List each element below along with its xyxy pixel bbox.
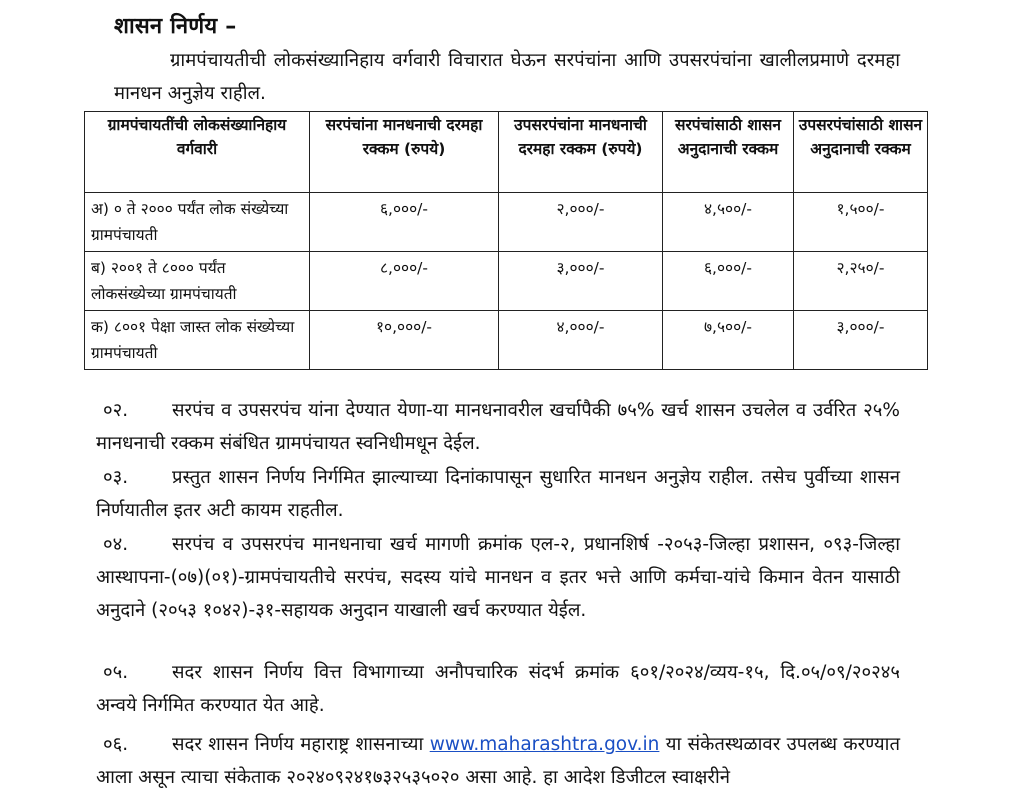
table-row bbox=[85, 252, 928, 311]
table-row bbox=[85, 311, 928, 370]
paragraph-text: सरपंच व उपसरपंच मानधनाचा खर्च मागणी क्रमांक एल-२, प्रधानशिर्ष -२०५३-जिल्हा प्रशासन, ०९३-जिल्हा आस्थापना-(०७)(०१)-ग्रामपंचायतीचे सरपंच, सदस्य यांचे मानधन व इतर भत्ते आणि कर्मचा-यांचे किमान वेतन यासाठी अनुदाने (२०५३ १०४२)-३१-सहायक अनुदान याखाली खर्च करण्यात येईल. bbox=[96, 534, 900, 621]
header-upsarpanch-grant: उपसरपंचांसाठी शासन अनुदानाची रक्कम bbox=[794, 112, 928, 193]
upsarpanch-grant-cell: २,२५०/- bbox=[794, 252, 928, 311]
category-cell: ब) २००१ ते ८००० पर्यंत लोकसंख्येच्या ग्रामपंचायती bbox=[85, 252, 310, 311]
paragraph-number: ०३. bbox=[103, 467, 129, 488]
table-row bbox=[85, 193, 928, 252]
paragraph-text: सदर शासन निर्णय वित्त विभागाच्या अनौपचारिक संदर्भ क्रमांक ६०१/२०२४/व्यय-१५, दि.०५/०९/२०२४५ अन्वये निर्गमित करण्यात येत आहे. bbox=[96, 662, 900, 716]
upsarpanch-honorarium-cell: ४,०००/- bbox=[499, 311, 663, 370]
sarpanch-grant-cell: ६,०००/- bbox=[663, 252, 794, 311]
header-upsarpanch-honorarium: उपसरपंचांना मानधनाची दरमहा रक्कम (रुपये) bbox=[499, 112, 663, 193]
category-cell: अ) ० ते २००० पर्यंत लोक संख्येच्या ग्रामपंचायती bbox=[85, 193, 310, 252]
paragraph-06 bbox=[96, 728, 900, 794]
header-sarpanch-grant: सरपंचांसाठी शासन अनुदानाची रक्कम bbox=[663, 112, 794, 193]
paragraph-text: प्रस्तुत शासन निर्णय निर्गमित झाल्याच्या दिनांकापासून सुधारित मानधन अनुज्ञेय राहील. तसेच पुर्वीच्या शासन निर्णयातील इतर अटी कायम राहतील. bbox=[96, 467, 900, 521]
website-link[interactable]: www.maharashtra.gov.in bbox=[429, 734, 660, 755]
paragraph-03 bbox=[96, 461, 900, 527]
sarpanch-honorarium-cell: ८,०००/- bbox=[310, 252, 499, 311]
page-title: शासन निर्णय – bbox=[114, 14, 237, 39]
honorarium-table bbox=[84, 111, 928, 370]
paragraph-04 bbox=[96, 528, 900, 627]
upsarpanch-grant-cell: १,५००/- bbox=[794, 193, 928, 252]
paragraph-text: सरपंच व उपसरपंच यांना देण्यात येणा-या मानधनावरील खर्चापैकी ७५% खर्च शासन उचलेल व उर्वरित २५% मानधनाची रक्कम संबंधित ग्रामपंचायत स्वनिधीमधून देईल. bbox=[96, 400, 900, 454]
sarpanch-honorarium-cell: ६,०००/- bbox=[310, 193, 499, 252]
table-header-row bbox=[85, 112, 928, 193]
sarpanch-grant-cell: ७,५००/- bbox=[663, 311, 794, 370]
intro-text: ग्रामपंचायतीची लोकसंख्यानिहाय वर्गवारी विचारात घेऊन सरपंचांना आणि उपसरपंचांना खालीलप्रमाणे दरमहा मानधन अनुज्ञेय राहील. bbox=[114, 50, 900, 104]
upsarpanch-honorarium-cell: ३,०००/- bbox=[499, 252, 663, 311]
intro-paragraph bbox=[114, 44, 900, 110]
sarpanch-honorarium-cell: १०,०००/- bbox=[310, 311, 499, 370]
upsarpanch-grant-cell: ३,०००/- bbox=[794, 311, 928, 370]
paragraph-text-before-link: सदर शासन निर्णय महाराष्ट्र शासनाच्या bbox=[172, 734, 424, 755]
paragraph-number: ०५. bbox=[103, 662, 129, 683]
paragraph-02 bbox=[96, 394, 900, 460]
paragraph-number: ०६. bbox=[103, 734, 129, 755]
sarpanch-grant-cell: ४,५००/- bbox=[663, 193, 794, 252]
paragraph-05 bbox=[96, 656, 900, 722]
paragraph-number: ०२. bbox=[103, 400, 129, 421]
header-sarpanch-honorarium: सरपंचांना मानधनाची दरमहा रक्कम (रुपये) bbox=[310, 112, 499, 193]
category-cell: क) ८००१ पेक्षा जास्त लोक संख्येच्या ग्रामपंचायती bbox=[85, 311, 310, 370]
paragraph-number: ०४. bbox=[103, 534, 129, 555]
upsarpanch-honorarium-cell: २,०००/- bbox=[499, 193, 663, 252]
header-category: ग्रामपंचायतींची लोकसंख्यानिहाय वर्गवारी bbox=[85, 112, 310, 193]
paragraph-text-after-link: या संकेतस्थळावर उपलब्ध करण्यात आला असून त्याचा संकेताक २०२४०९२४१७३२५३५०२० असा आहे. हा आदेश डिजीटल स्वाक्षरीने bbox=[96, 734, 901, 788]
